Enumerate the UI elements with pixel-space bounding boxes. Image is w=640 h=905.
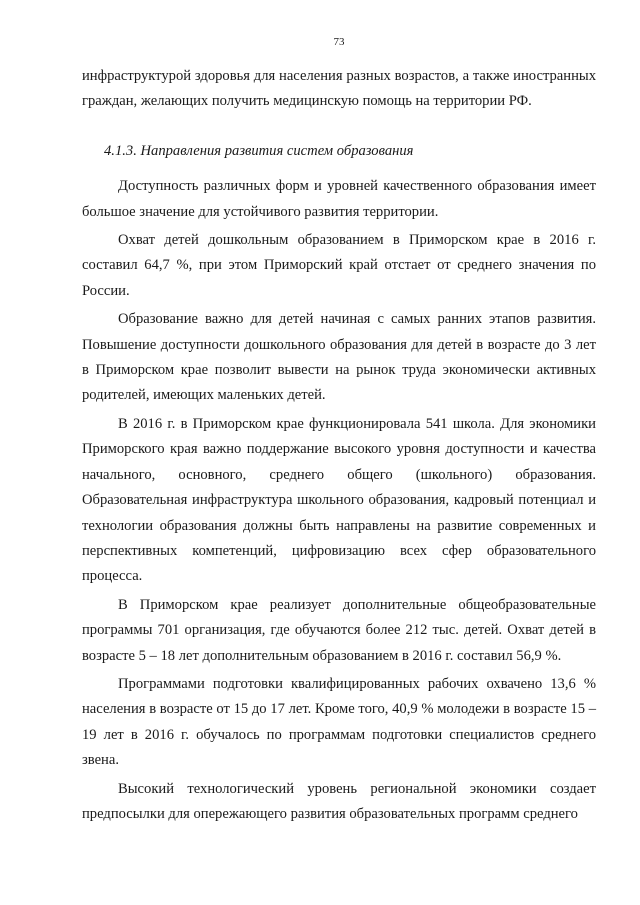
paragraph-preschool-coverage: Охват детей дошкольным образованием в Приморском крае в 2016 г. составил 64,7 %, при этом Приморский край отстает от среднего значения по России. [82, 232, 596, 299]
page-number: 73 [333, 36, 345, 48]
paragraph-access-to-education: Доступность различных форм и уровней качественного образования имеет большое значение для устойчивого развития территории. [82, 178, 596, 220]
paragraph-additional-education: В Приморском крае реализует дополнительные общеобразовательные программы 701 организация, где обучаются более 212 тыс. детей. Охват детей в возрасте 5 – 18 лет дополнительным образованием в 2016 г. составил 56,9 %. [82, 596, 596, 664]
paragraph-technology-level: Высокий технологический уровень региональной экономики создает предпосылки для опережающего развития образовательных программ среднего [82, 780, 596, 822]
continuation-paragraph: инфраструктурой здоровья для населения разных возрастов, а также иностранных граждан, желающих получить медицинскую помощь на территории РФ. [82, 68, 596, 110]
paragraph-early-education: Образование важно для детей начиная с самых ранних этапов развития. Повышение доступности дошкольного образования для детей в возрасте до 3 лет в Приморском крае позволит вывести на рынок труда экономически активных родителей, имеющих маленьких детей. [82, 311, 596, 404]
paragraph-vocational-training: Программами подготовки квалифицированных рабочих охвачено 13,6 % населения в возрасте от 15 до 17 лет. Кроме того, 40,9 % молодежи в возрасте 15 – 19 лет в 2016 г. обучалось по программам подготовки специалистов среднего звена. [82, 675, 596, 769]
paragraph-schools: В 2016 г. в Приморском крае функционировала 541 школа. Для экономики Приморского края важно поддержание высокого уровня доступности и качества начального, основного, среднего общего (школьного) образования. Образовательная инфраструктура школьного образования, кадровый потенциал и технологии образования должны быть направлены на развитие современных и перспективных компетенций, цифровизацию всех сфер образовательного процесса. [82, 415, 596, 585]
section-heading: 4.1.3. Направления развития систем образования [104, 142, 414, 159]
